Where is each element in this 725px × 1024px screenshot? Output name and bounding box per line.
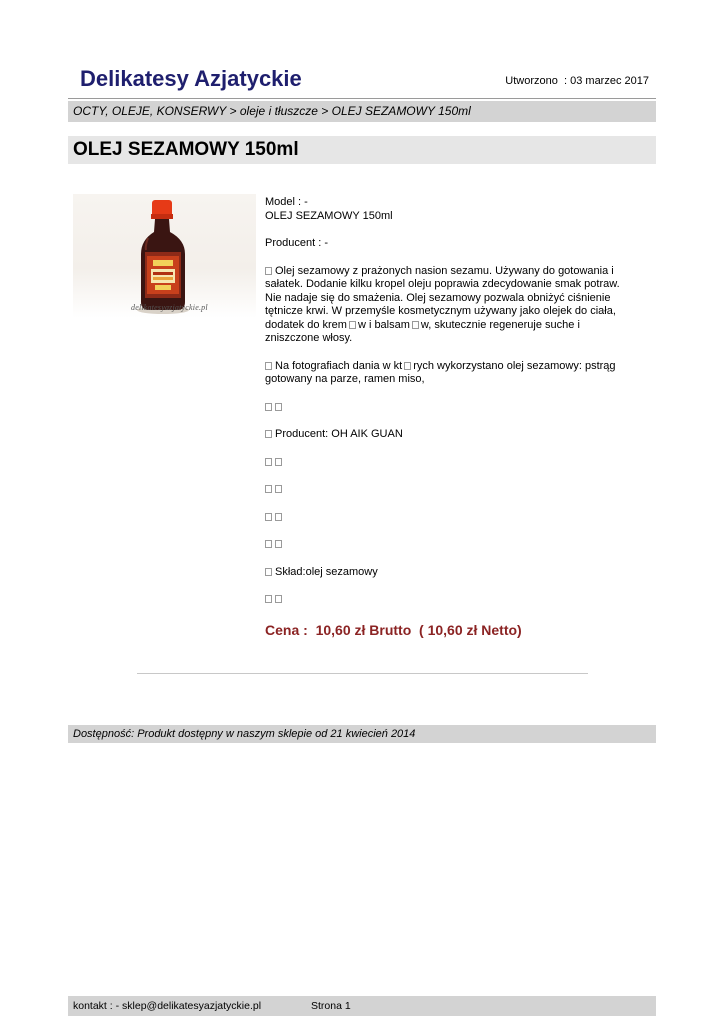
missing-glyph-icon [265, 267, 272, 275]
producer-line: Producent: OH AIK GUAN [265, 428, 625, 442]
description-paragraph-2: Na fotografiach dania w kt rych wykorzystano olej sezamowy: pstrąg gotowany na parze, ramen miso, [265, 359, 616, 385]
product-title-bar [68, 136, 656, 164]
empty-paragraph [265, 511, 625, 525]
missing-glyph-icon [265, 362, 272, 370]
missing-glyph-icon [265, 403, 272, 411]
missing-glyph-icon [275, 458, 282, 466]
missing-glyph-icon [265, 595, 272, 603]
breadcrumb-item-subcategory[interactable]: oleje i tłuszcze [239, 104, 318, 118]
page-footer [68, 996, 656, 1016]
content-divider [137, 673, 588, 674]
breadcrumb [68, 101, 656, 122]
product-price: Cena : 10,60 zł Brutto ( 10,60 zł Netto) [265, 622, 522, 638]
missing-glyph-icon [275, 540, 282, 548]
ingredients-line: Skład:olej sezamowy [265, 566, 625, 580]
missing-glyph-icon [275, 403, 282, 411]
empty-paragraph [265, 401, 625, 415]
empty-paragraph [265, 593, 625, 607]
product-title: OLEJ SEZAMOWY 150ml [73, 139, 299, 160]
model-name: OLEJ SEZAMOWY 150ml [265, 209, 393, 222]
created-date: Utworzono : 03 marzec 2017 [505, 75, 649, 87]
missing-glyph-icon [275, 485, 282, 493]
missing-glyph-icon [265, 540, 272, 548]
missing-glyph-icon [412, 321, 419, 329]
missing-glyph-icon [275, 513, 282, 521]
empty-paragraph [265, 456, 625, 470]
description-paragraph-1: Olej sezamowy z prażonych nasion sezamu. Używany do gotowania i sałatek. Dodanie kilku kropel oleju poprawia zdecydowanie smak potraw. Nie nadaje się do smażenia. Olej sezamowy pozwala obniżyć ciśnienie tętnicze krwi. W przemyśle kosmetycznym używany jako olejek do ciała, dodatek do krem w i balsam w, skutecznie regeneruje suche i zniszczone włosy. [265, 264, 620, 344]
missing-glyph-icon [265, 458, 272, 466]
missing-glyph-icon [265, 485, 272, 493]
created-label: Utworzono [505, 75, 558, 87]
missing-glyph-icon [265, 430, 272, 438]
breadcrumb-item-product[interactable]: OLEJ SEZAMOWY 150ml [331, 104, 471, 118]
photo-watermark: delikatesyazjatyckie.pl [131, 303, 208, 312]
contact-info[interactable]: kontakt : - sklep@delikatesyazjatyckie.pl [73, 1000, 262, 1012]
breadcrumb-separator: > [321, 104, 329, 118]
missing-glyph-icon [265, 513, 272, 521]
missing-glyph-icon [275, 595, 282, 603]
breadcrumb-item-category[interactable]: OCTY, OLEJE, KONSERWY [73, 104, 227, 118]
created-date-value: 03 marzec 2017 [570, 75, 649, 87]
header-rule [68, 98, 656, 99]
missing-glyph-icon [349, 321, 356, 329]
empty-paragraph [265, 483, 625, 497]
breadcrumb-separator: > [229, 104, 237, 118]
sesame-oil-bottle-image [73, 194, 256, 318]
availability-bar: Dostępność: Produkt dostępny w naszym sklepie od 21 kwiecień 2014 [68, 725, 656, 743]
shop-name: Delikatesy Azjatyckie [80, 66, 302, 91]
missing-glyph-icon [404, 362, 411, 370]
producer-label: Producent : - [265, 237, 328, 249]
page-number: Strona 1 [311, 1000, 351, 1012]
missing-glyph-icon [265, 568, 272, 576]
product-photo [73, 194, 256, 318]
model-label: Model : - [265, 196, 308, 208]
product-details [265, 196, 625, 607]
empty-paragraph [265, 538, 625, 552]
